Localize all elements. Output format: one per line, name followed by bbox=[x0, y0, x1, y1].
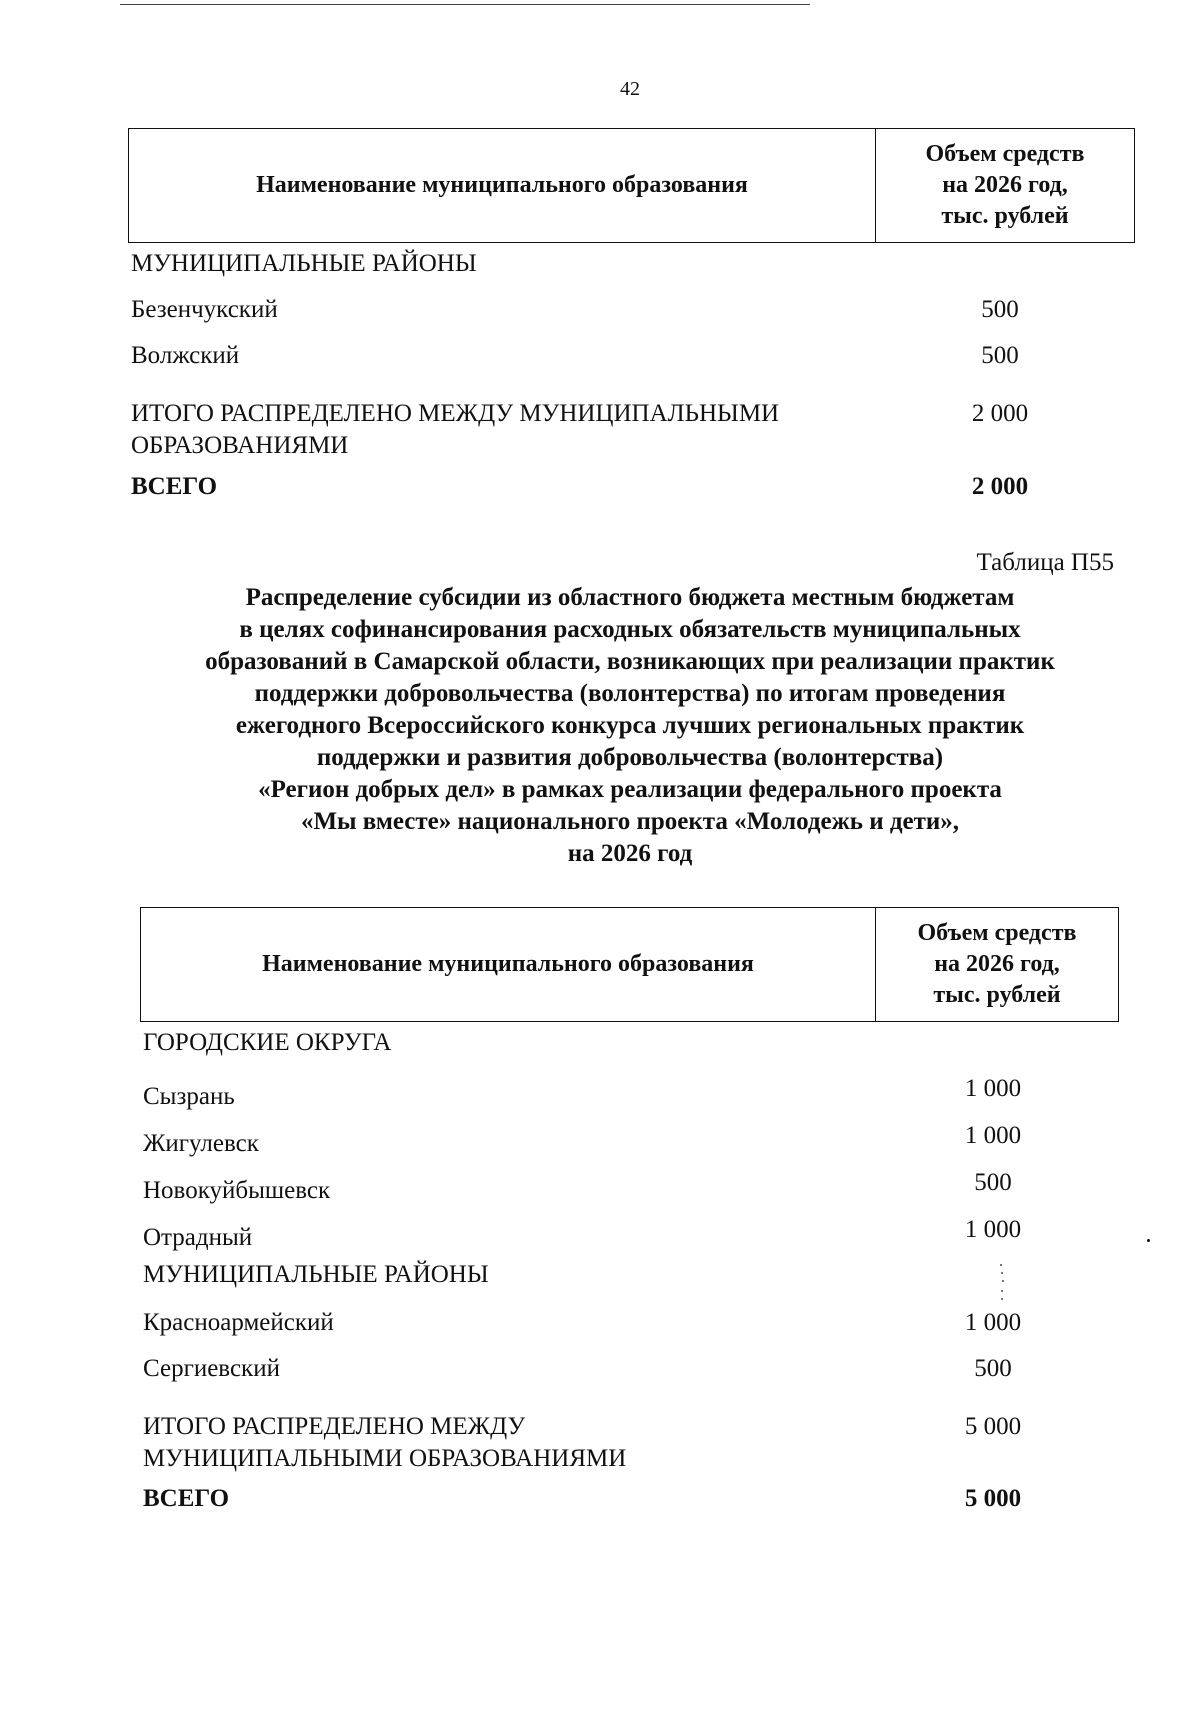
row-name: Безенчукский bbox=[131, 296, 278, 323]
table2-header-amount-col bbox=[876, 908, 1119, 1022]
row-amount: 1 000 bbox=[964, 1122, 1022, 1149]
table1-header-amount-line: тыс. рублей bbox=[941, 203, 1069, 229]
row-name: Сызрань bbox=[143, 1083, 235, 1110]
group-label: МУНИЦИПАЛЬНЫЕ РАЙОНЫ bbox=[131, 250, 477, 277]
row-name: Сергиевский bbox=[143, 1355, 280, 1382]
scan-speck bbox=[1000, 1264, 1002, 1266]
row-amount: 1 000 bbox=[964, 1216, 1022, 1243]
table2-header-amount-line: тыс. рублей bbox=[933, 982, 1061, 1008]
scan-border-line bbox=[120, 4, 810, 5]
total-label-line: ИТОГО РАСПРЕДЕЛЕНО МЕЖДУ МУНИЦИПАЛЬНЫМИ bbox=[131, 400, 780, 427]
table1-header-amount-line: Объем средств bbox=[925, 141, 1085, 167]
group-label: ГОРОДСКИЕ ОКРУГА bbox=[143, 1029, 392, 1056]
title-line: поддержки добровольчества (волонтерства) по итогам проведения bbox=[254, 680, 1006, 707]
title-line: поддержки и развития добровольчества (волонтерства) bbox=[316, 744, 944, 771]
table2-header-amount-line: на 2026 год, bbox=[934, 951, 1060, 977]
scan-speck bbox=[1001, 1272, 1003, 1274]
row-name: Жигулевск bbox=[143, 1130, 259, 1157]
table1-header-name-col: Наименование муниципального образования bbox=[129, 129, 876, 243]
row-amount: 1 000 bbox=[964, 1075, 1022, 1102]
total-label-line: ИТОГО РАСПРЕДЕЛЕНО МЕЖДУ bbox=[143, 1413, 526, 1440]
row-name: Новокуйбышевск bbox=[143, 1177, 331, 1204]
total-distributed-label bbox=[131, 398, 891, 462]
group-label: МУНИЦИПАЛЬНЫЕ РАЙОНЫ bbox=[143, 1261, 489, 1288]
table1-header-amount-col bbox=[876, 129, 1135, 243]
row-amount: 500 bbox=[974, 1355, 1012, 1382]
row-name: Красноармейский bbox=[143, 1309, 334, 1336]
row-amount: 500 bbox=[974, 1169, 1012, 1196]
row-amount: 1 000 bbox=[964, 1309, 1022, 1336]
row-amount: 500 bbox=[981, 342, 1019, 369]
row-name: Отрадный bbox=[143, 1224, 253, 1251]
title-line: Распределение субсидии из областного бюджета местным бюджетам bbox=[245, 584, 1015, 611]
table2-header bbox=[140, 907, 1119, 1022]
title-line: на 2026 год bbox=[567, 840, 693, 867]
title-line: «Регион добрых дел» в рамках реализации федерального проекта bbox=[258, 776, 1002, 803]
row-name: Волжский bbox=[131, 342, 240, 369]
title-line: образований в Самарской области, возникающих при реализации практик bbox=[205, 648, 1055, 675]
scan-speck bbox=[1002, 1280, 1004, 1282]
scan-speck bbox=[1001, 1298, 1003, 1300]
table2-header-amount-line: Объем средств bbox=[917, 920, 1077, 946]
title-line: «Мы вместе» национального проекта «Молодежь и дети», bbox=[300, 808, 960, 835]
table1-header bbox=[128, 128, 1135, 243]
page-number: 42 bbox=[620, 78, 640, 100]
table2-header-name-col: Наименование муниципального образования bbox=[141, 908, 876, 1022]
total-distributed-amount: 2 000 bbox=[971, 400, 1029, 427]
row-amount: 500 bbox=[981, 296, 1019, 323]
title-line: в целях софинансирования расходных обязательств муниципальных bbox=[239, 616, 1021, 643]
total-distributed-label bbox=[143, 1411, 783, 1475]
grand-total-label: ВСЕГО bbox=[143, 1485, 230, 1512]
scan-speck bbox=[1001, 1290, 1003, 1292]
scan-dot bbox=[1147, 1239, 1150, 1242]
table2-label: Таблица П55 bbox=[976, 549, 1114, 576]
grand-total-amount: 5 000 bbox=[964, 1485, 1022, 1512]
total-label-line: МУНИЦИПАЛЬНЫМИ ОБРАЗОВАНИЯМИ bbox=[143, 1445, 627, 1472]
table2-title bbox=[130, 582, 1130, 870]
table1-header-amount-line: на 2026 год, bbox=[942, 172, 1068, 198]
total-distributed-amount: 5 000 bbox=[964, 1413, 1022, 1440]
grand-total-amount: 2 000 bbox=[971, 473, 1029, 500]
total-label-line: ОБРАЗОВАНИЯМИ bbox=[131, 432, 349, 459]
grand-total-label: ВСЕГО bbox=[131, 473, 218, 500]
title-line: ежегодного Всероссийского конкурса лучших региональных практик bbox=[235, 712, 1025, 739]
